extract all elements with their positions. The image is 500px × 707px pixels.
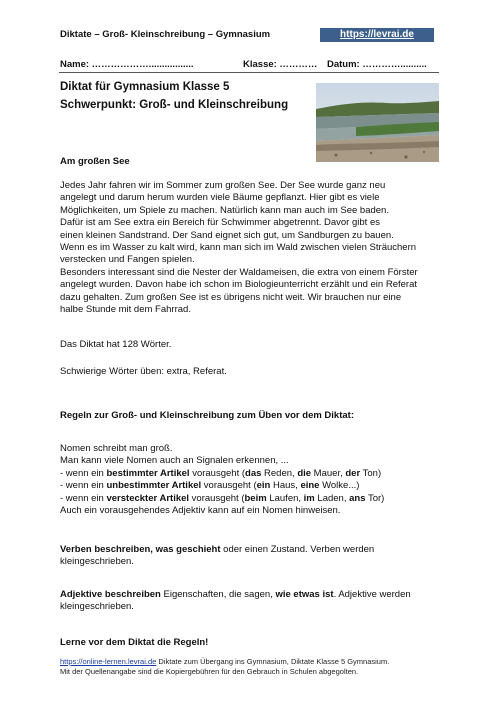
story-text: [60, 180, 445, 316]
story-line: dazu gehalten. Zum großen See ist es übrigens nicht weit. Wir brauchen nur eine: [60, 291, 402, 303]
header-divider: [59, 72, 439, 73]
document-title: Diktat für Gymnasium Klasse 5: [60, 81, 230, 93]
footer-link[interactable]: https://online-lernen.levrai.de: [60, 657, 157, 666]
header-title: Diktate – Groß- Kleinschreibung – Gymnasium: [60, 29, 271, 40]
header-link[interactable]: https://levrai.de: [320, 28, 434, 42]
story-line: Dafür ist am See extra ein Bereich für Schwimmer abgetrennt. Davor gibt es: [60, 217, 380, 229]
story-line: angelegt und darum herum wurden viele Bäume gepflanzt. Hier gibt es viele: [60, 192, 380, 204]
rules-heading: Regeln zur Groß- und Kleinschreibung zum Üben vor dem Diktat:: [60, 410, 354, 421]
story-line: angelegt wurden. Davon habe ich schon im Biologieunterricht erzählt und ein Referat: [60, 279, 417, 291]
rule-line: Nomen schreibt man groß.: [60, 443, 173, 454]
lake-photo: [316, 83, 439, 162]
klasse-field: Klasse: …………: [243, 59, 318, 70]
story-line: Wenn es im Wasser zu kalt wird, kann man sich im Wald zwischen vielen Sträuchern: [60, 242, 417, 254]
document-subtitle: Schwerpunkt: Groß- und Kleinschreibung: [60, 99, 289, 111]
story-line: halbe Stunde mit dem Fahrrad.: [60, 304, 191, 316]
footer: [60, 657, 389, 677]
verbs-rule: Verben beschreiben, was geschieht oder einen Zustand. Verben werden kleingeschrieben.: [60, 544, 375, 568]
footer-text: Diktate zum Übergang ins Gymnasium, Diktate Klasse 5 Gymnasium.: [156, 657, 390, 666]
story-heading: Am großen See: [60, 156, 130, 167]
rule-line: Man kann viele Nomen auch an Signalen erkennen, ...: [60, 455, 289, 467]
story-line: Jedes Jahr fahren wir im Sommer zum großen See. Der See wurde ganz neu: [60, 180, 386, 191]
rule-line: Auch ein vorausgehendes Adjektiv kann auf ein Nomen hinweisen.: [60, 505, 341, 517]
rule-line: - wenn ein unbestimmter Artikel vorausgeht (ein Haus, eine Wolke...): [60, 480, 360, 492]
story-line: verstecken und Fangen spielen.: [60, 254, 195, 266]
adjectives-rule: Adjektive beschreiben Eigenschaften, die sagen, wie etwas ist. Adjektive werden kleingeschrieben.: [60, 589, 411, 613]
story-line: Besonders interessant sind die Nester der Waldameisen, die extra von einem Förster: [60, 266, 418, 278]
word-count: Das Diktat hat 128 Wörter.: [60, 339, 172, 350]
story-line: einen kleinen Sandstrand. Der Sand eignet sich gut, um Sandburgen zu bauen.: [60, 229, 394, 241]
rule-line: - wenn ein bestimmter Artikel vorausgeht (das Reden, die Mauer, der Ton): [60, 467, 382, 479]
hard-words: Schwierige Wörter üben: extra, Referat.: [60, 366, 227, 377]
rule-line: - wenn ein versteckter Artikel vorausgeht (beim Laufen, im Laden, ans Tor): [60, 492, 385, 504]
name-field: Name: ……………….................: [60, 59, 194, 70]
datum-field: Datum: …………..........: [327, 59, 427, 70]
closing-note: Lerne vor dem Diktat die Regeln!: [60, 637, 209, 648]
story-line: Möglichkeiten, um Spiele zu machen. Natürlich kann man auch im See baden.: [60, 204, 389, 216]
rules-list: [60, 443, 445, 517]
footer-copyright: Mit der Quellenangabe sind die Kopiergebühren für den Gebrauch in Schulen abgegolten.: [60, 667, 359, 676]
